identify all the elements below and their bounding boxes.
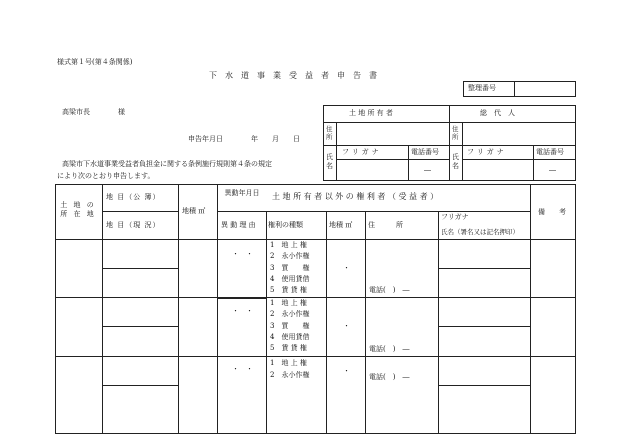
rep-phone-dash: ― [549,166,556,174]
date-line: 申告年月日 年 月 日 [188,135,300,143]
row3-area-dot: ・ [343,367,350,375]
ref-number-label: 整理番号 [468,84,496,92]
owner-furigana-label: フリガナ [342,148,382,156]
rights-holder-header: 土 地 所 有 者 以 外 の 権 利 者 （ 受 益 者 ） [272,192,439,201]
row3-right-2: 2 永小作権 [270,371,310,379]
row1-date-dots: ・ ・ [232,250,253,258]
row2-date-dots: ・ ・ [232,307,253,315]
row1-right-2: 2 永小作権 [270,252,310,260]
location-header: 土 地 の 所 在 地 [60,201,96,218]
row2-right-1: 1 地 上 権 [270,299,307,307]
form-label: 様式第１号(第４条関係) [57,58,133,66]
right-type-header: 権利の種類 [268,221,303,229]
row2-phone: 電話( ) ― [369,345,410,353]
owner-phone-dash: ― [424,166,431,174]
rep-phone-label: 電話番号 [536,148,564,156]
area-header: 地積 ㎡ [182,207,206,215]
owner-phone-label: 電話番号 [411,148,439,156]
owner-name-label: 氏名 [326,153,333,170]
row3-date-dots: ・ ・ [232,365,253,373]
name-seal-header: 氏名（署名又は記名押印） [441,228,519,236]
rep-furigana-label: フリガナ [467,148,507,156]
lot-actual-header: 地 目（現 況） [106,221,161,229]
change-date-header: 異動年月日 [224,189,260,197]
owner-header: 土 地 所 有 者 [349,109,393,117]
row1-right-3: 3 質 権 [270,264,310,272]
row3-phone: 電話( ) ― [369,373,410,381]
row1-area-dot: ・ [343,264,350,272]
declaration-line-1: 高梁市下水道事業受益者負担金に関する条例施行規則第４条の規定 [62,160,272,168]
change-reason-header: 異 動 理 由 [221,221,256,229]
row1-right-5: 5 賃 貸 権 [270,286,307,294]
row2-right-2: 2 永小作権 [270,310,310,318]
row2-area-dot: ・ [343,322,350,330]
addressee: 高梁市長 様 [62,108,125,116]
row1-right-4: 4 使用貸借 [270,275,310,283]
remarks-header: 備 考 [538,208,566,216]
row3-right-1: 1 地 上 権 [270,359,307,367]
declaration-line-2: により次のとおり申告します。 [57,172,155,180]
rep-address-label: 住所 [452,125,459,141]
right-area-header: 地積 ㎡ [329,221,353,229]
furigana-header: フリガナ [441,213,469,221]
right-address-header: 住 所 [368,221,403,229]
owner-address-label: 住所 [326,125,333,141]
row1-phone: 電話( ) ― [369,286,410,294]
row2-right-5: 5 賃 貸 権 [270,344,307,352]
representative-header: 総 代 人 [480,109,515,117]
rep-name-label: 氏名 [452,153,459,170]
lot-registry-header: 地 目（公 簿） [106,193,161,201]
row2-right-4: 4 使用貸借 [270,333,310,341]
row1-right-1: 1 地 上 権 [270,241,307,249]
page-title: 下 水 道 事 業 受 益 者 申 告 書 [209,71,377,80]
row2-right-3: 3 質 権 [270,322,310,330]
